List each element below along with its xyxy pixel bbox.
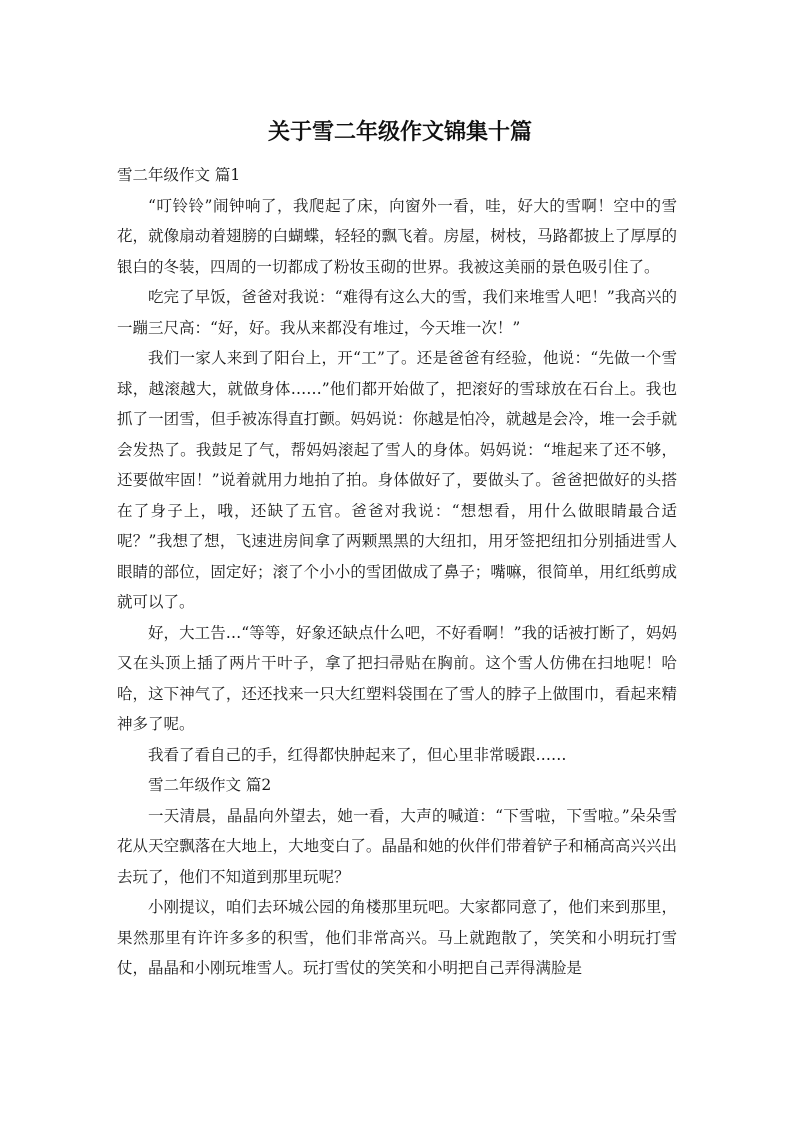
paragraph: 好，大工告…“等等，好象还缺点什么吧，不好看啊！”我的话被打断了，妈妈又在头顶上插了两片干叶子，拿了把扫帚贴在胸前。这个雪人仿佛在扫地呢！哈哈，这下神气了，还还找来一只大红塑料袋围在了雪人的脖子上做围巾，看起来精神多了呢。	[117, 623, 677, 733]
paragraph: 吃完了早饭，爸爸对我说：“难得有这么大的雪，我们来堆雪人吧！”我高兴的一蹦三尺高：“好，好。我从来都没有堆过，今天堆一次！”	[117, 288, 677, 337]
section-heading: 雪二年级作文 篇1	[117, 166, 241, 184]
paragraph: 小刚提议，咱们去环城公园的角楼那里玩吧。大家都同意了，他们来到那里，果然那里有许许多多的积雪，他们非常高兴。马上就跑散了，笑笑和小明玩打雪仗，晶晶和小刚玩堆雪人。玩打雪仗的笑笑和小明把自己弄得满脸是	[117, 898, 677, 977]
paragraph: 我们一家人来到了阳台上，开“工”了。还是爸爸有经验，他说：“先做一个雪球，越滚越大，就做身体……”他们都开始做了，把滚好的雪球放在石台上。我也抓了一团雪，但手被冻得直打颤。妈妈说：你越是怕冷，就越是会冷，堆一会手就会发热了。我鼓足了气，帮妈妈滚起了雪人的身体。妈妈说：“堆起来了还不够，还要做牢固！”说着就用力地拍了拍。身体做好了，要做头了。爸爸把做好的头搭在了身子上，哦，还缺了五官。爸爸对我说：“想想看，用什么做眼睛最合适呢？”我想了想，飞速进房间拿了两颗黑黑的大纽扣，用牙签把纽扣分别插进雪人眼睛的部位，固定好；滚了个小小的雪团做成了鼻子；嘴嘛，很简单，用红纸剪成就可以了。	[117, 349, 677, 611]
document-title: 关于雪二年级作文锦集十篇	[267, 120, 532, 145]
paragraph: 我看了看自己的手，红得都快肿起来了，但心里非常暖跟……	[148, 745, 567, 764]
paragraph: “叮铃铃”闹钟响了，我爬起了床，向窗外一看，哇，好大的雪啊！空中的雪花，就像扇动着翅膀的白蝴蝶，轻轻的飘飞着。房屋，树枝，马路都披上了厚厚的银白的冬装，四周的一切都成了粉妆玉砌的世界。我被这美丽的景色吸引住了。	[117, 196, 677, 276]
paragraph: 一天清晨，晶晶向外望去，她一看，大声的喊道：“下雪啦，下雪啦。”朵朵雪花从天空飘落在大地上，大地变白了。晶晶和她的伙伴们带着铲子和桶高高兴兴出去玩了，他们不知道到那里玩呢？	[117, 806, 677, 886]
section-heading: 雪二年级作文 篇2	[148, 776, 272, 794]
document-body	[117, 160, 677, 984]
